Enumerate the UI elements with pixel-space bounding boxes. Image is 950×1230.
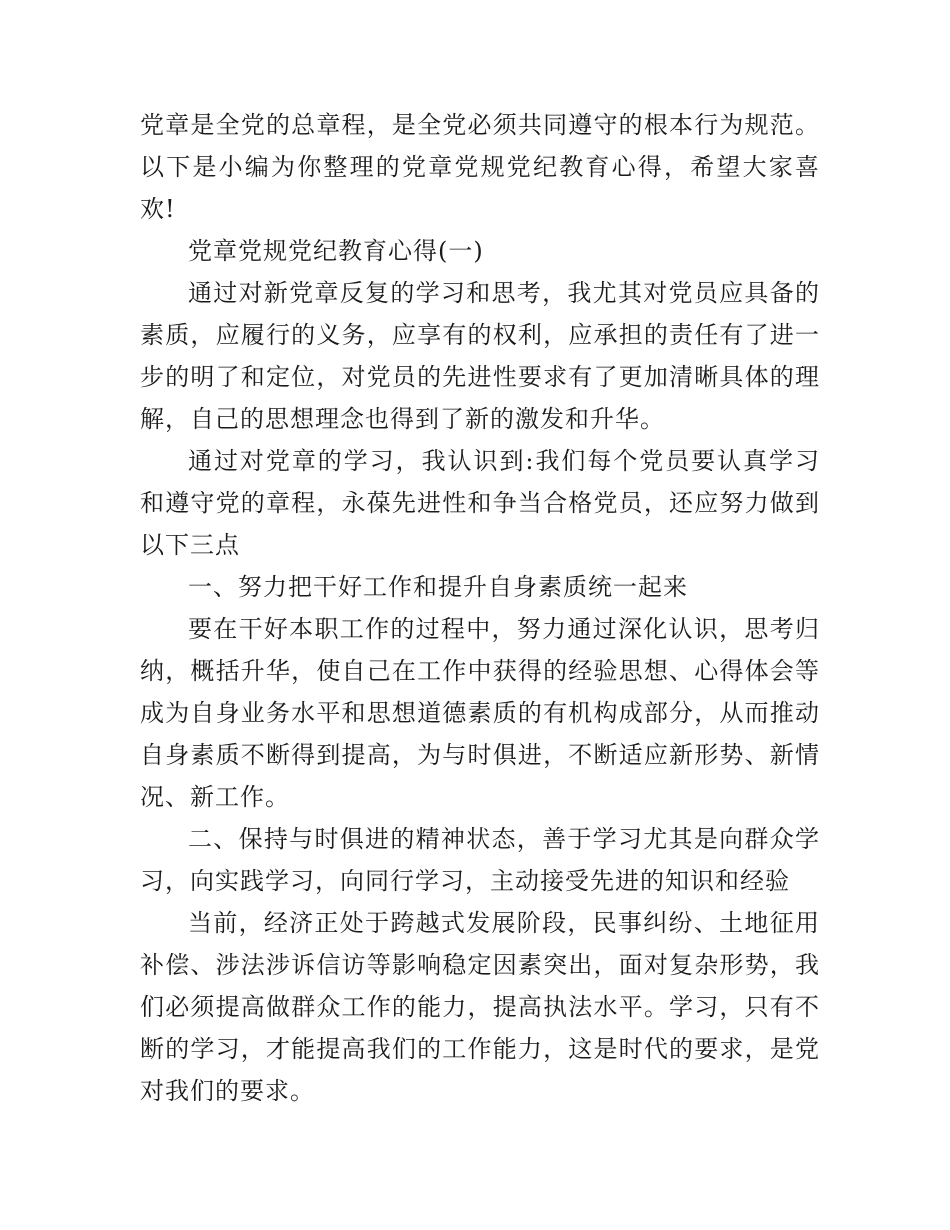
document-body xyxy=(140,104,820,1112)
intro-paragraph: 党章是全党的总章程，是全党必须共同遵守的根本行为规范。以下是小编为你整理的党章党规党纪教育心得，希望大家喜欢! xyxy=(140,111,820,223)
section-heading: 党章党规党纪教育心得(一) xyxy=(188,237,484,265)
body-paragraph: 当前，经济正处于跨越式发展阶段，民事纠纷、土地征用补偿、涉法涉诉信访等影响稳定因素突出，面对复杂形势，我们必须提高做群众工作的能力，提高执法水平。学习，只有不断的学习，才能提高我们的工作能力，这是时代的要求，是党对我们的要求。 xyxy=(140,909,820,1105)
body-paragraph: 通过对新党章反复的学习和思考，我尤其对党员应具备的素质，应履行的义务，应享有的权利，应承担的责任有了进一步的明了和定位，对党员的先进性要求有了更加清晰具体的理解，自己的思想理念也得到了新的激发和升华。 xyxy=(140,279,820,433)
body-paragraph: 要在干好本职工作的过程中，努力通过深化认识，思考归纳，概括升华，使自己在工作中获得的经验思想、心得体会等成为自身业务水平和思想道德素质的有机构成部分，从而推动自身素质不断得到提高，为与时俱进，不断适应新形势、新情况、新工作。 xyxy=(140,615,820,811)
point-heading: 二、保持与时俱进的精神状态，善于学习尤其是向群众学习，向实践学习，向同行学习，主动接受先进的知识和经验 xyxy=(140,825,820,895)
point-heading: 一、努力把干好工作和提升自身素质统一起来 xyxy=(188,573,688,601)
body-paragraph: 通过对党章的学习，我认识到:我们每个党员要认真学习和遵守党的章程，永葆先进性和争当合格党员，还应努力做到以下三点 xyxy=(140,447,820,559)
